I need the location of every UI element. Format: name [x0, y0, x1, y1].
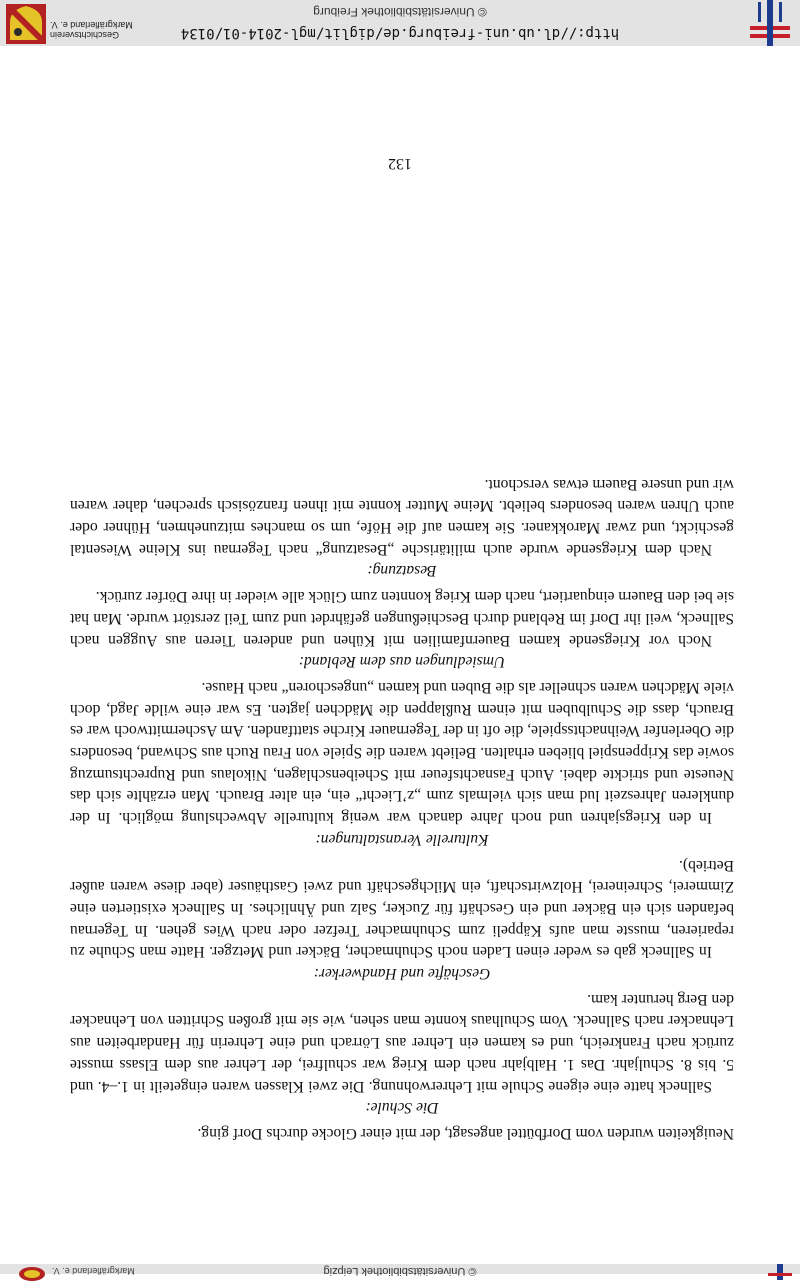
section-paragraph: Nach dem Kriegsende wurde auch militärische „Besatzung“ nach Tegernau ins Kleine Wiesental geschickt, und zwar Marokkaner. Sie kamen auf die Höfe, um so manches mitzunehmen, Hühner oder auch Uhren waren besonders beliebt. Meine Mutter konnte mit ihnen französisch sprechen, daher waren wir und unsere Bauern etwas verschont. [70, 475, 734, 558]
coat-of-arms-icon [18, 1266, 46, 1282]
page-number: 132 [388, 155, 412, 172]
section-heading: Die Schule: [365, 1099, 439, 1117]
copyright-holder: © Universitätsbibliothek Freiburg [313, 5, 487, 19]
society-name [50, 20, 160, 40]
lead-paragraph: Neuigkeiten wurden vom Dorfbüttel angesagt, der mit einer Glocke durchs Dorf ging. [197, 1125, 734, 1142]
society-line-2: Markgräflerland e. V. [50, 20, 133, 30]
document-url: http://dl.ub.uni-freiburg.de/diglit/mgl-2014-01/0134 [180, 25, 620, 41]
section-heading: Kulturelle Veranstaltungen: [315, 830, 489, 848]
footer-copyright: © Universitätsbibliothek Leipzig [323, 1265, 477, 1277]
section-paragraph: Noch vor Kriegsende kamen Bauernfamilien mit Kühen und anderen Tieren aus Auggen nach Sallneck, weil ihr Dorf im Rebland durch Beschießungen gefährdet und zum Teil zerstört wurde. Man hat sie bei den Bauern einquartiert, nach dem Krieg konnten zum Glück alle wieder in ihre Dörfer zurück. [70, 588, 734, 649]
section-heading: Besatzung: [367, 562, 437, 580]
footer-society: Markgräflerland e. V. [52, 1266, 135, 1276]
society-line-1: Geschichtsverein [50, 30, 120, 40]
section-heading: Geschäfte und Handwerker: [313, 965, 491, 983]
article-body [70, 473, 734, 1144]
library-banner [0, 0, 800, 46]
footer-strip [0, 1264, 800, 1277]
section-paragraph: Sallneck hatte eine eigene Schule mit Lehrerwohnung. Die zwei Klassen waren eingeteilt in 1.–4. und 5. bis 8. Schuljahr. Das 1. Halbjahr nach dem Krieg war schulfrei, der Lehrer aus dem Elsass musste zurück nach Frankreich, und es kamen ein Lehrer aus Lörrach und eine Lehrerin für Handarbeiten aus Lehnacker nach Sallneck. Vom Schulhaus konnte man sehen, wie sie mit großen Schritten von Lehnacker den Berg herunter kam. [70, 990, 734, 1095]
section-heading: Umsiedlungen aus dem Rebland: [298, 653, 506, 671]
section-paragraph: In den Kriegsjahren und noch Jahre danach war wenig kulturelle Abwechslung möglich. In der dunkleren Jahreszeit lud man sich vielmals zum „z’Liecht“ ein, ein alter Brauch. Man erzählte sich das Neueste und strickte dabei. Auch Fasnachtsfeuer mit Scheibenschlagen, Nikolaus und Ruprechtsumzug sowie das Krippenspiel blieben erhalten. Beliebt waren die Spiele von Frau Ruch aus Schwand, besonders die Oberlenfer Weihnachtsspiele, die oft in der Tegernauer Kirche stattfanden. Am Aschermittwoch war es Brauch, dass die Schulbuben mit einem Rußlappen die Mädchen jagten. Es war eine wilde Jagd, doch viele Mädchen waren schneller als die Buben und kamen „ungeschoren“ nach Hause. [70, 678, 734, 827]
coat-of-arms-icon [6, 4, 46, 44]
section-paragraph: In Sallneck gab es weder einen Laden noch Schuhmacher, Bäcker und Metzger. Hatte man Schuhe zu reparieren, musste man aufs Käppeli zum Schuhmacher Trefzer oder nach Wies gehen. In Tegernau befanden sich ein Bäcker und ein Geschäft für Zucker, Salz und Ähnliches. In Sallneck existierten eine Zimmerei, Schreinerei, Holzwirtschaft, ein Milchgeschäft und zwei Gasthäuser (aber diese waren außer Betrieb). [70, 856, 734, 961]
